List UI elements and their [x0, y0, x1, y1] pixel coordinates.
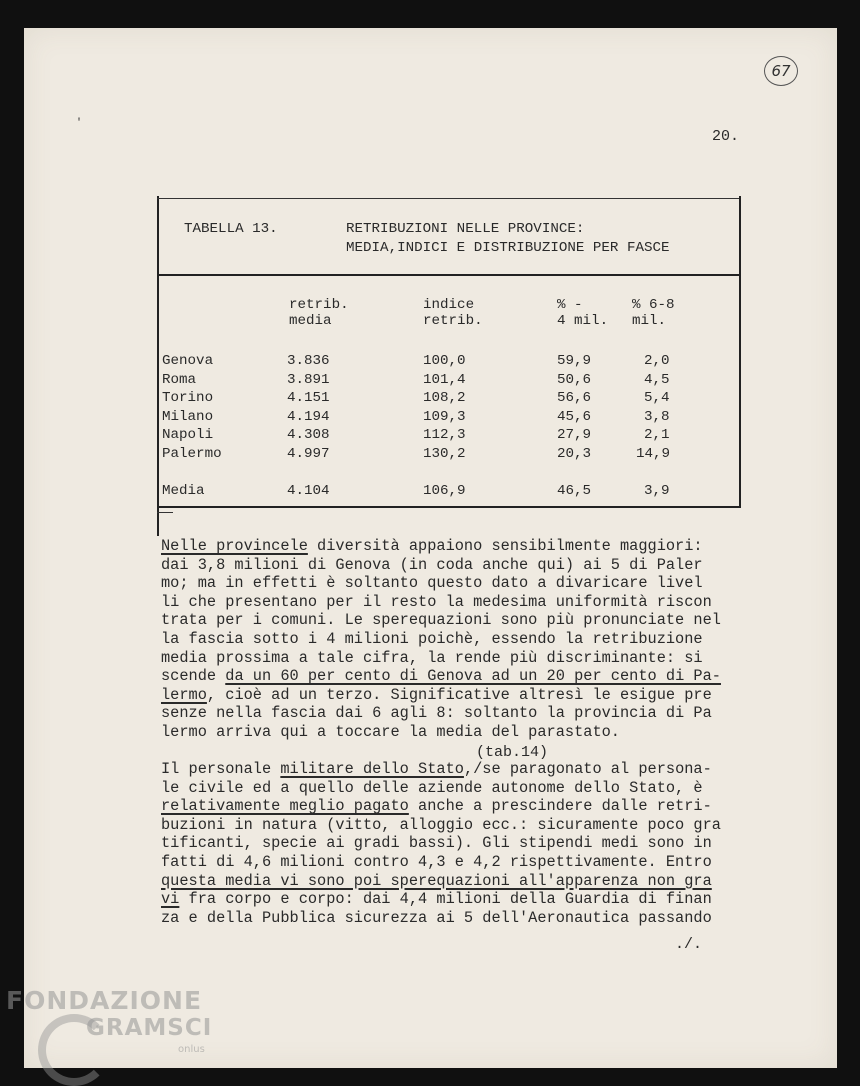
document-page	[24, 28, 837, 1068]
row-pct-under-4: 27,9	[557, 427, 592, 443]
row-name: Torino	[162, 390, 214, 406]
row-name: Milano	[162, 409, 214, 425]
row-pct-under-4: 20,3	[557, 446, 592, 462]
row-media: 4.308	[287, 427, 330, 443]
total-pct-under-4: 46,5	[557, 483, 592, 499]
text-line: mo; ma in effetti è soltanto questo dato a divaricare livel	[161, 574, 703, 593]
continued-mark: ./.	[675, 936, 703, 953]
row-pct-under-4: 59,9	[557, 353, 592, 369]
table-border-right	[739, 196, 741, 508]
row-media: 4.997	[287, 446, 330, 462]
total-name: Media	[162, 483, 205, 499]
row-pct-6-8: 2,0	[644, 353, 670, 369]
header-indice-retrib: indice retrib.	[423, 297, 483, 329]
text-line: media prossima a tale cifra, la rende più discriminante: si	[161, 648, 703, 667]
text-line: le civile ed a quello delle aziende autonome dello Stato, è	[161, 778, 703, 797]
text-line: trata per i comuni. Le sperequazioni sono più pronunciate nel	[161, 611, 721, 630]
text-line: tificanti, specie ai gradi bassi). Gli stipendi medi sono in	[161, 834, 712, 853]
row-pct-under-4: 56,6	[557, 390, 592, 406]
table-border-bottom-tail	[157, 512, 173, 513]
row-name: Palermo	[162, 446, 222, 462]
text-line: dai 3,8 milioni di Genova (in coda anche qui) ai 5 di Paler	[161, 555, 703, 574]
text-line: la fascia sotto i 4 milioni poichè, essendo la retribuzione	[161, 629, 703, 648]
table-border-bottom	[157, 506, 741, 508]
header-retrib-media: retrib. media	[289, 297, 349, 329]
row-pct-under-4: 50,6	[557, 372, 592, 388]
body-paragraph-2	[161, 760, 721, 927]
table-border-top	[157, 198, 739, 199]
header-pct-6-8: % 6-8 mil.	[632, 297, 675, 329]
total-pct-6-8: 3,9	[644, 483, 670, 499]
row-indice: 130,2	[423, 446, 466, 462]
stray-mark: '	[76, 118, 83, 129]
table-reference: (tab.14)	[476, 744, 549, 761]
row-indice: 101,4	[423, 372, 466, 388]
watermark-line3: onlus	[178, 1044, 205, 1055]
text-line: questa media vi sono poi sperequazioni all'apparenza non gra	[161, 871, 712, 890]
table-title-line1: RETRIBUZIONI NELLE PROVINCE:	[346, 221, 585, 237]
row-pct-6-8: 5,4	[644, 390, 670, 406]
row-name: Roma	[162, 372, 197, 388]
row-media: 3.836	[287, 353, 330, 369]
row-indice: 109,3	[423, 409, 466, 425]
row-name: Napoli	[162, 427, 214, 443]
header-pct-under-4: % - 4 mil.	[557, 297, 609, 329]
row-pct-6-8: 3,8	[644, 409, 670, 425]
text-line: senze nella fascia dai 6 agli 8: soltanto la provincia di Pa	[161, 704, 712, 723]
text-line: Nelle provincele diversità appaiono sensibilmente maggiori:	[161, 537, 703, 555]
text-line: scende da un 60 per cento di Genova ad un 20 per cento di Pa-	[161, 667, 721, 686]
total-media: 4.104	[287, 483, 330, 499]
archive-stamp: 67	[764, 56, 798, 86]
row-indice: 112,3	[423, 427, 466, 443]
text-line: lermo, cioè ad un terzo. Significative altresì le esigue pre	[161, 685, 712, 704]
row-pct-6-8: 2,1	[644, 427, 670, 443]
text-line: buzioni in natura (vitto, alloggio ecc.: sicuramente poco gra	[161, 815, 721, 834]
page-number: 20.	[712, 128, 740, 145]
row-indice: 100,0	[423, 353, 466, 369]
text-line: za e della Pubblica sicurezza ai 5 dell'Aeronautica passando	[161, 908, 712, 927]
text-line: Il personale militare dello Stato,/se paragonato al persona-	[161, 760, 712, 778]
table-title-line2: MEDIA,INDICI E DISTRIBUZIONE PER FASCE	[346, 240, 670, 256]
watermark-line1: FONDAZIONE	[6, 986, 203, 1015]
row-name: Genova	[162, 353, 214, 369]
table-header-divider	[157, 274, 739, 276]
text-line: vi fra corpo e corpo: dai 4,4 milioni della Guardia di finan	[161, 890, 712, 909]
row-pct-6-8: 14,9	[636, 446, 671, 462]
row-pct-6-8: 4,5	[644, 372, 670, 388]
table-border-left	[157, 196, 159, 536]
text-line: lermo arriva qui a toccare la media del parastato.	[161, 722, 620, 741]
row-media: 4.151	[287, 390, 330, 406]
row-pct-under-4: 45,6	[557, 409, 592, 425]
watermark-logo	[6, 986, 213, 1055]
table-label: TABELLA 13.	[184, 221, 278, 237]
text-line: fatti di 4,6 milioni contro 4,3 e 4,2 rispettivamente. Entro	[161, 852, 712, 871]
row-media: 3.891	[287, 372, 330, 388]
row-media: 4.194	[287, 409, 330, 425]
text-line: li che presentano per il resto la medesima uniformità riscon	[161, 592, 712, 611]
total-indice: 106,9	[423, 483, 466, 499]
body-paragraph-1	[161, 537, 721, 742]
watermark-line2: GRAMSCI	[86, 1015, 213, 1041]
row-indice: 108,2	[423, 390, 466, 406]
text-line: relativamente meglio pagato anche a prescindere dalle retri-	[161, 797, 712, 816]
